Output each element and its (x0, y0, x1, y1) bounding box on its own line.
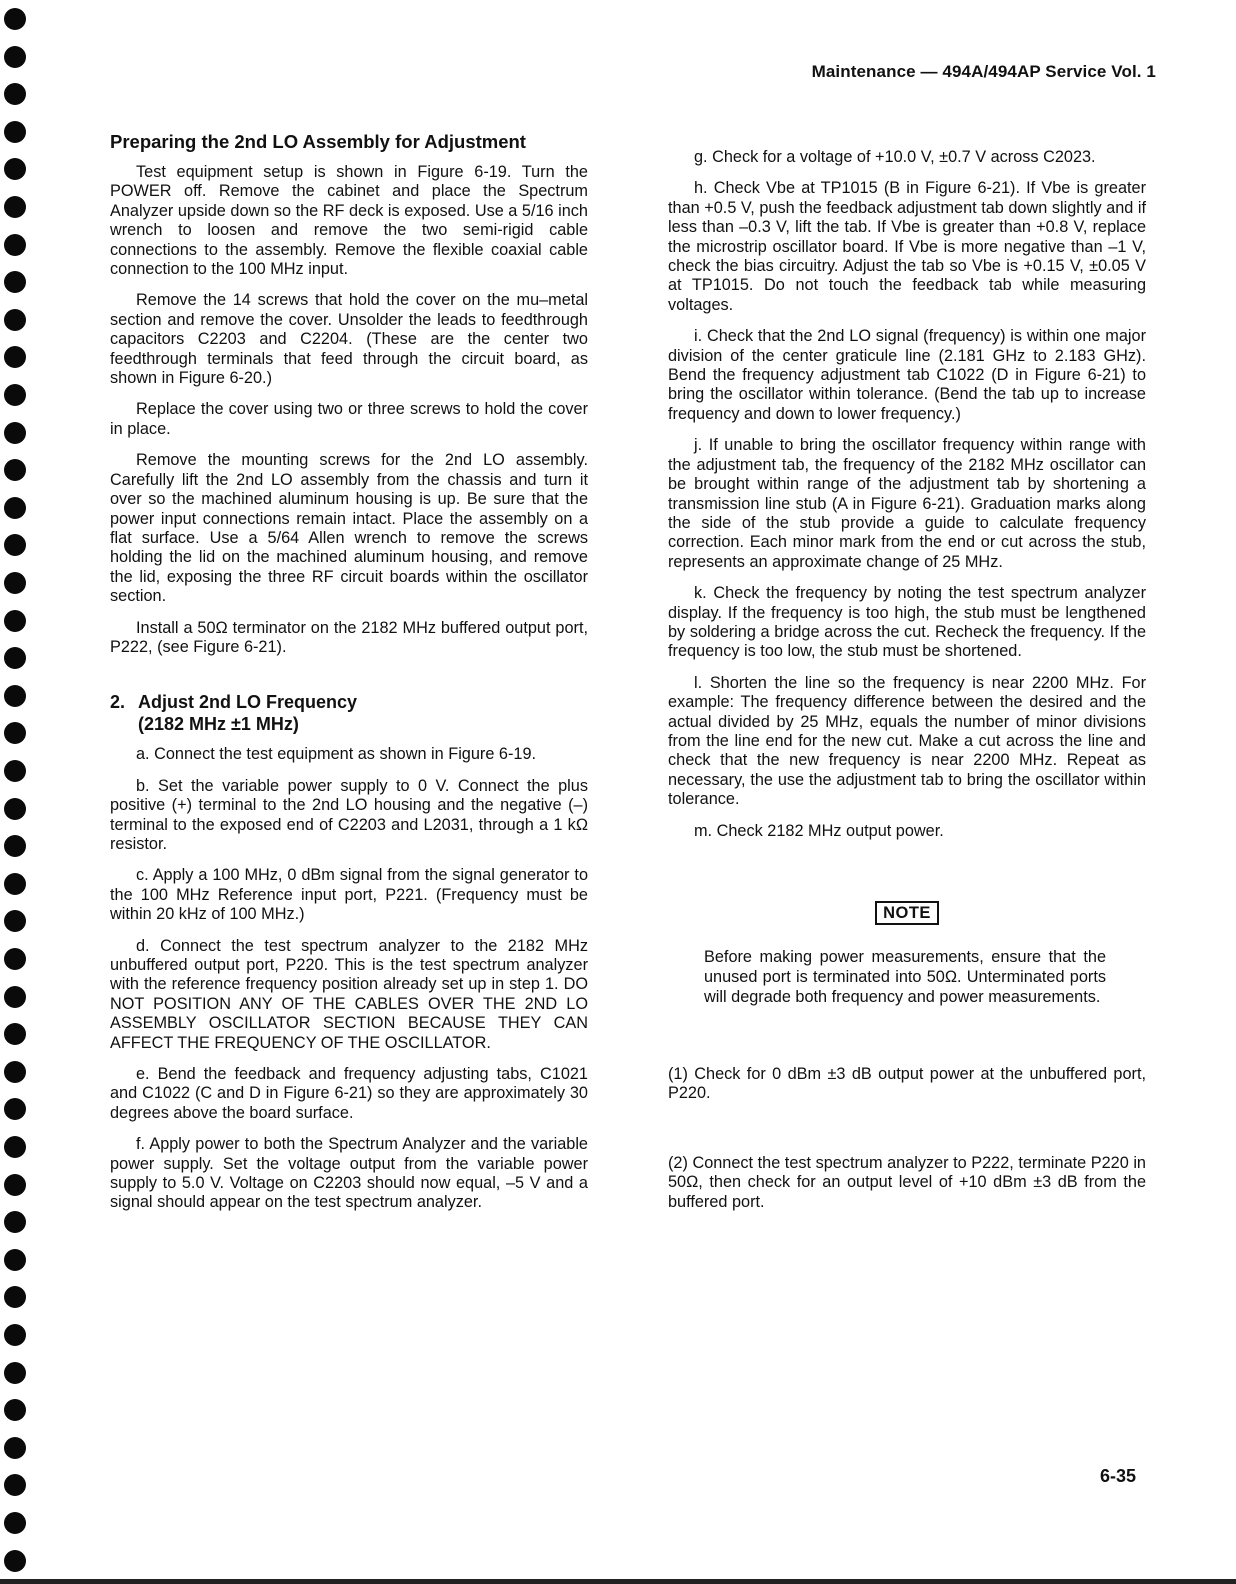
page-number: 6-35 (1099, 1466, 1136, 1486)
binder-hole (4, 1136, 26, 1158)
binder-hole (4, 1324, 26, 1346)
note-text: Before making power measurements, ensure that the unused port is terminated into 50Ω. Unterminated ports will degrade both frequency and power measurements. (704, 948, 1106, 1006)
binder-hole (4, 610, 26, 632)
step-item-i: i. Check that the 2nd LO signal (frequency) is within one major division of the center graticule line (2.181 GHz to 2.183 GHz). Bend the frequency adjustment tab C1022 (D in Figure 6-21) to bring the oscillator within tolerance. (Bend the tab up to increase frequency and down to lower frequency.) (668, 327, 1146, 423)
binder-hole (4, 459, 26, 481)
binder-hole (4, 948, 26, 970)
binder-hole (4, 1174, 26, 1196)
step-item-h: h. Check Vbe at TP1015 (B in Figure 6-21). If Vbe is greater than +0.5 V, push the feedback adjustment tab down slightly and if less than –0.3 V, lift the tab. If Vbe is greater than +0.8 V, replace the microstrip oscillator board. If Vbe is more negative than –1 V, check the bias circuitry. Adjust the tab so Vbe is +0.15 V, ±0.05 V at TP1015. Do not touch the feedback tab while measuring voltages. (668, 179, 1146, 314)
binder-hole (4, 1023, 26, 1045)
binder-hole (4, 309, 26, 331)
binder-hole (4, 8, 26, 30)
step-number: 2. (110, 692, 126, 713)
binder-hole (4, 422, 26, 444)
step-item-a: a. Connect the test equipment as shown in Figure 6-19. (136, 745, 537, 764)
binder-hole (4, 722, 26, 744)
binder-hole (4, 685, 26, 707)
binder-hole (4, 384, 26, 406)
step-heading (110, 691, 588, 735)
binder-hole (4, 534, 26, 556)
binder-hole (4, 346, 26, 368)
note-label: NOTE (875, 901, 939, 925)
binder-hole (4, 1512, 26, 1534)
note-box (668, 901, 1146, 925)
binder-hole (4, 1286, 26, 1308)
sub-step-1: (1) Check for 0 dBm ±3 dB output power at the unbuffered port, P220. (668, 1065, 1146, 1103)
binder-hole (4, 1399, 26, 1421)
step-item-g: g. Check for a voltage of +10.0 V, ±0.7 V across C2023. (694, 148, 1096, 166)
step-item-k: k. Check the frequency by noting the test spectrum analyzer display. If the frequency is too high, the stub must be lengthened by soldering a bridge across the cut. Recheck the frequency. If the frequency is too low, the stub must be shortened. (668, 584, 1146, 661)
paragraph: Install a 50Ω terminator on the 2182 MHz buffered output port, P222, (see Figure 6-21). (110, 618, 588, 656)
binder-hole (4, 46, 26, 68)
binder-hole (4, 798, 26, 820)
binder-hole (4, 121, 26, 143)
binder-hole (4, 234, 26, 256)
running-head: Maintenance — 494A/494AP Service Vol. 1 (811, 62, 1156, 81)
section-title: Preparing the 2nd LO Assembly for Adjustment (110, 131, 526, 152)
binder-hole (4, 1550, 26, 1572)
binder-hole (4, 572, 26, 594)
binder-hole (4, 196, 26, 218)
binder-hole (4, 910, 26, 932)
binder-hole (4, 873, 26, 895)
paragraph: Remove the mounting screws for the 2nd LO assembly. Carefully lift the 2nd LO assembly from the chassis and turn it over so the machined aluminum housing is up. Be sure that the power input connections remain intact. Place the assembly on a flat surface. Use a 5/64 Allen wrench to remove the screws holding the lid on the machined aluminum housing, and remove the lid, exposing the three RF circuit boards within the oscillator section. (110, 451, 588, 606)
paragraph: Remove the 14 screws that hold the cover on the mu–metal section and remove the cover. Unsolder the leads to feedthrough capacitors C2203 and C2204. (These are the center two feedthrough terminals that feed through the circuit board, as shown in Figure 6-20.) (110, 291, 588, 388)
left-column (110, 130, 588, 1225)
binder-holes (0, 0, 40, 1584)
step-item-f: f. Apply power to both the Spectrum Analyzer and the variable power supply. Set the voltage output from the variable power supply to 5.0 V. Voltage on C2203 should now equal, –5 V and a signal should appear on the test spectrum analyzer. (110, 1135, 588, 1212)
sub-step-2: (2) Connect the test spectrum analyzer to P222, terminate P220 in 50Ω, then check for an output level of +10 dBm ±3 dB from the buffered port. (668, 1153, 1146, 1211)
page-bottom-edge (0, 1579, 1236, 1584)
binder-hole (4, 1098, 26, 1120)
step-item-c: c. Apply a 100 MHz, 0 dBm signal from the signal generator to the 100 MHz Reference input port, P221. (Frequency must be within 20 kHz of 100 MHz.) (110, 866, 588, 924)
binder-hole (4, 83, 26, 105)
binder-hole (4, 1362, 26, 1384)
paragraph: Replace the cover using two or three screws to hold the cover in place. (110, 400, 588, 438)
binder-hole (4, 647, 26, 669)
binder-hole (4, 835, 26, 857)
step-item-l: l. Shorten the line so the frequency is near 2200 MHz. For example: The frequency difference between the desired and the actual divided by 25 MHz, equals the number of minor divisions from the line end for the new cut. Make a cut across the line and check that the new frequency is near 2200 MHz. Repeat as necessary, the use the adjustment tab to bring the oscillator within tolerance. (668, 673, 1146, 809)
binder-hole (4, 158, 26, 180)
binder-hole (4, 1474, 26, 1496)
step-item-m: m. Check 2182 MHz output power. (694, 821, 944, 840)
step-title-line2: (2182 MHz ±1 MHz) (138, 714, 299, 735)
step-item-j: j. If unable to bring the oscillator frequency within range with the adjustment tab, the frequency of the 2182 MHz oscillator can be brought within range of the adjustment tab by shortening a transmission line stub (A in Figure 6-21). Graduation marks along the side of the stub provide a guide to calculate frequency correction. Each minor mark from the end or cut across the stub, represents an approximate change of 25 MHz. (668, 436, 1146, 571)
binder-hole (4, 986, 26, 1008)
binder-hole (4, 760, 26, 782)
step-item-e: e. Bend the feedback and frequency adjusting tabs, C1021 and C1022 (C and D in Figure 6-21) so they are approximately 30 degrees above the board surface. (110, 1065, 588, 1122)
step-title-line1: Adjust 2nd LO Frequency (138, 692, 358, 713)
binder-hole (4, 1249, 26, 1271)
step-item-b: b. Set the variable power supply to 0 V. Connect the plus positive (+) terminal to the 2nd LO housing and the negative (–) terminal to the exposed end of C2203 and L2031, through a 1 kΩ resistor. (110, 776, 588, 853)
binder-hole (4, 271, 26, 293)
step-item-d: d. Connect the test spectrum analyzer to the 2182 MHz unbuffered output port, P220. This is the test spectrum analyzer with the reference frequency position already set up in step 1. DO NOT POSITION ANY OF THE CABLES OVER THE 2ND LO ASSEMBLY OSCILLATOR SECTION BECAUSE THEY CAN AFFECT THE FREQUENCY OF THE OSCILLATOR. (110, 936, 588, 1052)
binder-hole (4, 1061, 26, 1083)
right-column (668, 148, 1146, 1224)
binder-hole (4, 1211, 26, 1233)
binder-hole (4, 497, 26, 519)
binder-hole (4, 1437, 26, 1459)
paragraph: Test equipment setup is shown in Figure 6-19. Turn the POWER off. Remove the cabinet and place the Spectrum Analyzer upside down so the RF deck is exposed. Use a 5/16 inch wrench to loosen and remove the two semi-rigid cable connections to the assembly. Remove the flexible coaxial cable connection to the 100 MHz input. (110, 163, 588, 279)
step-title-block (138, 691, 357, 735)
